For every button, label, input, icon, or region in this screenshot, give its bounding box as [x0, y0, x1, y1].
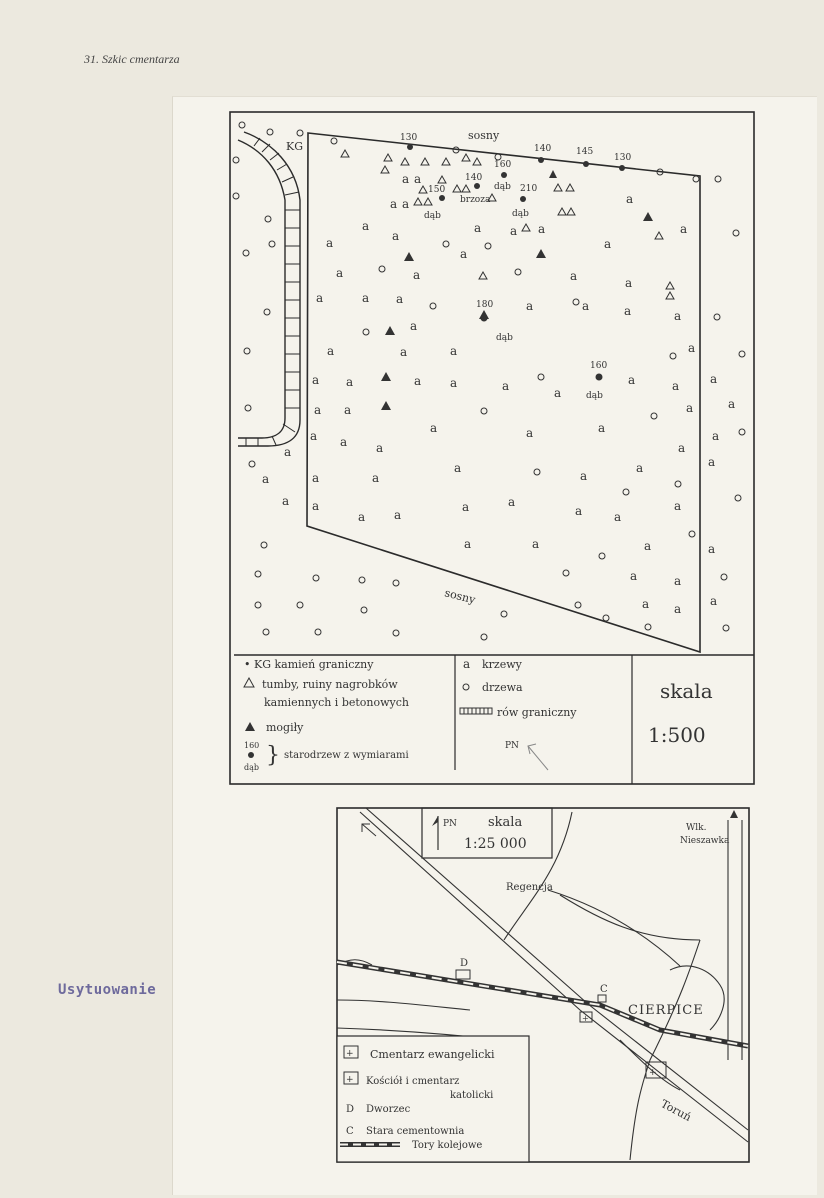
svg-text:a: a [282, 494, 290, 508]
legend-row: rów graniczny [497, 706, 577, 719]
svg-text:a: a [570, 269, 578, 283]
svg-text:a: a [336, 266, 344, 280]
svg-text:a: a [312, 499, 320, 513]
svg-text:a: a [346, 375, 354, 389]
svg-text:a: a [400, 345, 408, 359]
svg-text:a: a [674, 309, 682, 323]
svg-text:a: a [538, 222, 546, 236]
svg-text:a: a [402, 197, 410, 211]
legend-drzewa: drzewa [482, 681, 523, 694]
legend-pn: PN [505, 741, 519, 751]
map-scale-value: 1:25 000 [464, 836, 527, 852]
svg-text:a: a [326, 236, 334, 250]
svg-text:a: a [510, 224, 518, 238]
svg-text:a: a [344, 403, 352, 417]
page-header: 31. Szkic cmentarza [84, 52, 180, 66]
inner-tree-name: dąb [494, 182, 511, 192]
svg-text:a: a [284, 445, 292, 459]
svg-text:a: a [614, 510, 622, 524]
svg-text:a: a [450, 376, 458, 390]
place-cierpice: CIERPICE [628, 1003, 704, 1018]
legend-starodrzew: starodrzew z wymiarami [284, 750, 409, 761]
cmentarz-ewang-mark: + [582, 1014, 589, 1023]
svg-text:a: a [402, 172, 410, 186]
svg-text:a: a [630, 569, 638, 583]
place-regencja: Regencja [506, 882, 553, 893]
svg-text:a: a [327, 344, 335, 358]
legend-kg: • KG kamień graniczny [244, 658, 374, 671]
svg-text:a: a [708, 455, 716, 469]
inner-tree-number: 150 [428, 185, 446, 195]
top-tree-number: 145 [576, 147, 594, 157]
svg-text:a: a [728, 397, 736, 411]
place-c: C [600, 984, 608, 995]
svg-text:a: a [686, 401, 694, 415]
inner-tree-name: dąb [424, 211, 441, 221]
svg-text:a: a [526, 299, 534, 313]
svg-text:a: a [262, 472, 270, 486]
svg-text:a: a [362, 291, 370, 305]
inner-tree-number: 180 [476, 300, 494, 310]
svg-text:a: a [674, 602, 682, 616]
svg-text:a: a [462, 500, 470, 514]
kosciol-mark: + [649, 1068, 657, 1078]
legend-dwor: Dworzec [366, 1104, 411, 1115]
svg-text:a: a [310, 429, 318, 443]
scale-value: 1:500 [648, 723, 706, 747]
svg-text:a: a [710, 594, 718, 608]
svg-text:a: a [390, 197, 398, 211]
arrow-icon [362, 824, 376, 836]
svg-text:a: a [312, 471, 320, 485]
legend-mogily: mogiły [266, 721, 304, 734]
legend-kosciol-1: Kościół i cmentarz [366, 1076, 460, 1087]
svg-text:a: a [316, 291, 324, 305]
svg-text:a: a [526, 426, 534, 440]
svg-text:a: a [625, 276, 633, 290]
legend-cement-mark: C [346, 1126, 354, 1137]
svg-text:a: a [532, 537, 540, 551]
legend-brace: } [266, 743, 280, 768]
top-tree-number: 130 [400, 133, 418, 143]
svg-text:a: a [394, 508, 402, 522]
svg-text:a: a [674, 499, 682, 513]
legend-dwor-mark: D [346, 1104, 355, 1115]
svg-text:a: a [340, 435, 348, 449]
inner-tree-name: dąb [586, 391, 603, 401]
svg-text:a: a [708, 542, 716, 556]
svg-text:a: a [674, 574, 682, 588]
svg-text:a: a [454, 461, 462, 475]
north-arrow-head [432, 816, 438, 826]
svg-text:a: a [502, 379, 510, 393]
svg-text:a: a [626, 192, 634, 206]
cementownia-icon [598, 995, 606, 1002]
svg-text:a: a [414, 374, 422, 388]
legend-tree-number: 160 [244, 741, 260, 750]
place-wlk: Wlk. [686, 823, 707, 833]
legend-ewang-mark: + [346, 1049, 354, 1059]
svg-text:a: a [392, 229, 400, 243]
scale-label: skala [660, 679, 713, 703]
svg-text:a: a [712, 429, 720, 443]
inner-tree-number: 160 [494, 160, 512, 170]
inner-tree-name: brzoza [460, 195, 491, 205]
legend-tumby-2: kamiennych i betonowych [264, 696, 409, 709]
svg-text:a: a [372, 471, 380, 485]
svg-text:a: a [642, 597, 650, 611]
legend-krzewy-icon: a [463, 657, 471, 671]
svg-text:a: a [628, 373, 636, 387]
svg-text:a: a [430, 421, 438, 435]
north-arrow-icon [730, 810, 738, 818]
svg-text:a: a [450, 344, 458, 358]
inner-tree-number: 160 [590, 361, 608, 371]
svg-text:a: a [624, 304, 632, 318]
legend-tree-name: dąb [244, 763, 260, 772]
svg-text:a: a [680, 222, 688, 236]
legend-tory: Tory kolejowe [412, 1140, 483, 1151]
svg-text:a: a [314, 403, 322, 417]
svg-text:a: a [460, 247, 468, 261]
legend-tory-icon [340, 1142, 400, 1147]
svg-text:a: a [598, 421, 606, 435]
svg-text:a: a [508, 495, 516, 509]
usytuowanie-stamp: Usytuowanie [58, 982, 157, 998]
place-nieszawka: Nieszawka [680, 836, 730, 846]
svg-text:a: a [413, 268, 421, 282]
svg-text:a: a [464, 537, 472, 551]
svg-text:a: a [554, 386, 562, 400]
svg-text:a: a [688, 341, 696, 355]
svg-text:a: a [582, 299, 590, 313]
svg-text:a: a [474, 221, 482, 235]
svg-text:a: a [604, 237, 612, 251]
legend-krzewy: krzewy [482, 658, 522, 671]
map-pn: PN [443, 819, 457, 829]
legend-kosciol-mark: + [346, 1075, 354, 1085]
svg-text:a: a [644, 539, 652, 553]
svg-text:a: a [414, 172, 422, 186]
svg-text:a: a [575, 504, 583, 518]
bottom-sosny-label: sosny [443, 586, 477, 607]
top-sosny-label: sosny [468, 129, 500, 142]
inner-tree-number: 210 [520, 184, 538, 194]
legend-kosciol-2: katolicki [450, 1090, 494, 1101]
legend-ewang: Cmentarz ewangelicki [370, 1048, 495, 1061]
place-d: D [460, 958, 469, 969]
inner-tree-name: dąb [512, 209, 529, 219]
svg-text:a: a [672, 379, 680, 393]
svg-text:a: a [710, 372, 718, 386]
svg-text:a: a [362, 219, 370, 233]
svg-text:a: a [312, 373, 320, 387]
svg-text:a: a [580, 469, 588, 483]
legend-cement: Stara cementownia [366, 1126, 465, 1137]
svg-text:a: a [636, 461, 644, 475]
svg-text:a: a [410, 319, 418, 333]
top-tree-number: 130 [614, 153, 632, 163]
place-torun: Toruń [658, 1097, 694, 1124]
inner-tree-number: 140 [465, 173, 483, 183]
dworzec-icon [456, 970, 470, 979]
svg-text:a: a [376, 441, 384, 455]
svg-text:a: a [678, 441, 686, 455]
inner-tree-name: dąb [496, 333, 513, 343]
legend-tumby-1: tumby, ruiny nagrobków [262, 678, 398, 691]
map-scale-label: skala [488, 815, 523, 830]
svg-text:a: a [396, 292, 404, 306]
svg-text:a: a [358, 510, 366, 524]
kg-label: KG [286, 140, 304, 153]
top-tree-number: 140 [534, 144, 552, 154]
